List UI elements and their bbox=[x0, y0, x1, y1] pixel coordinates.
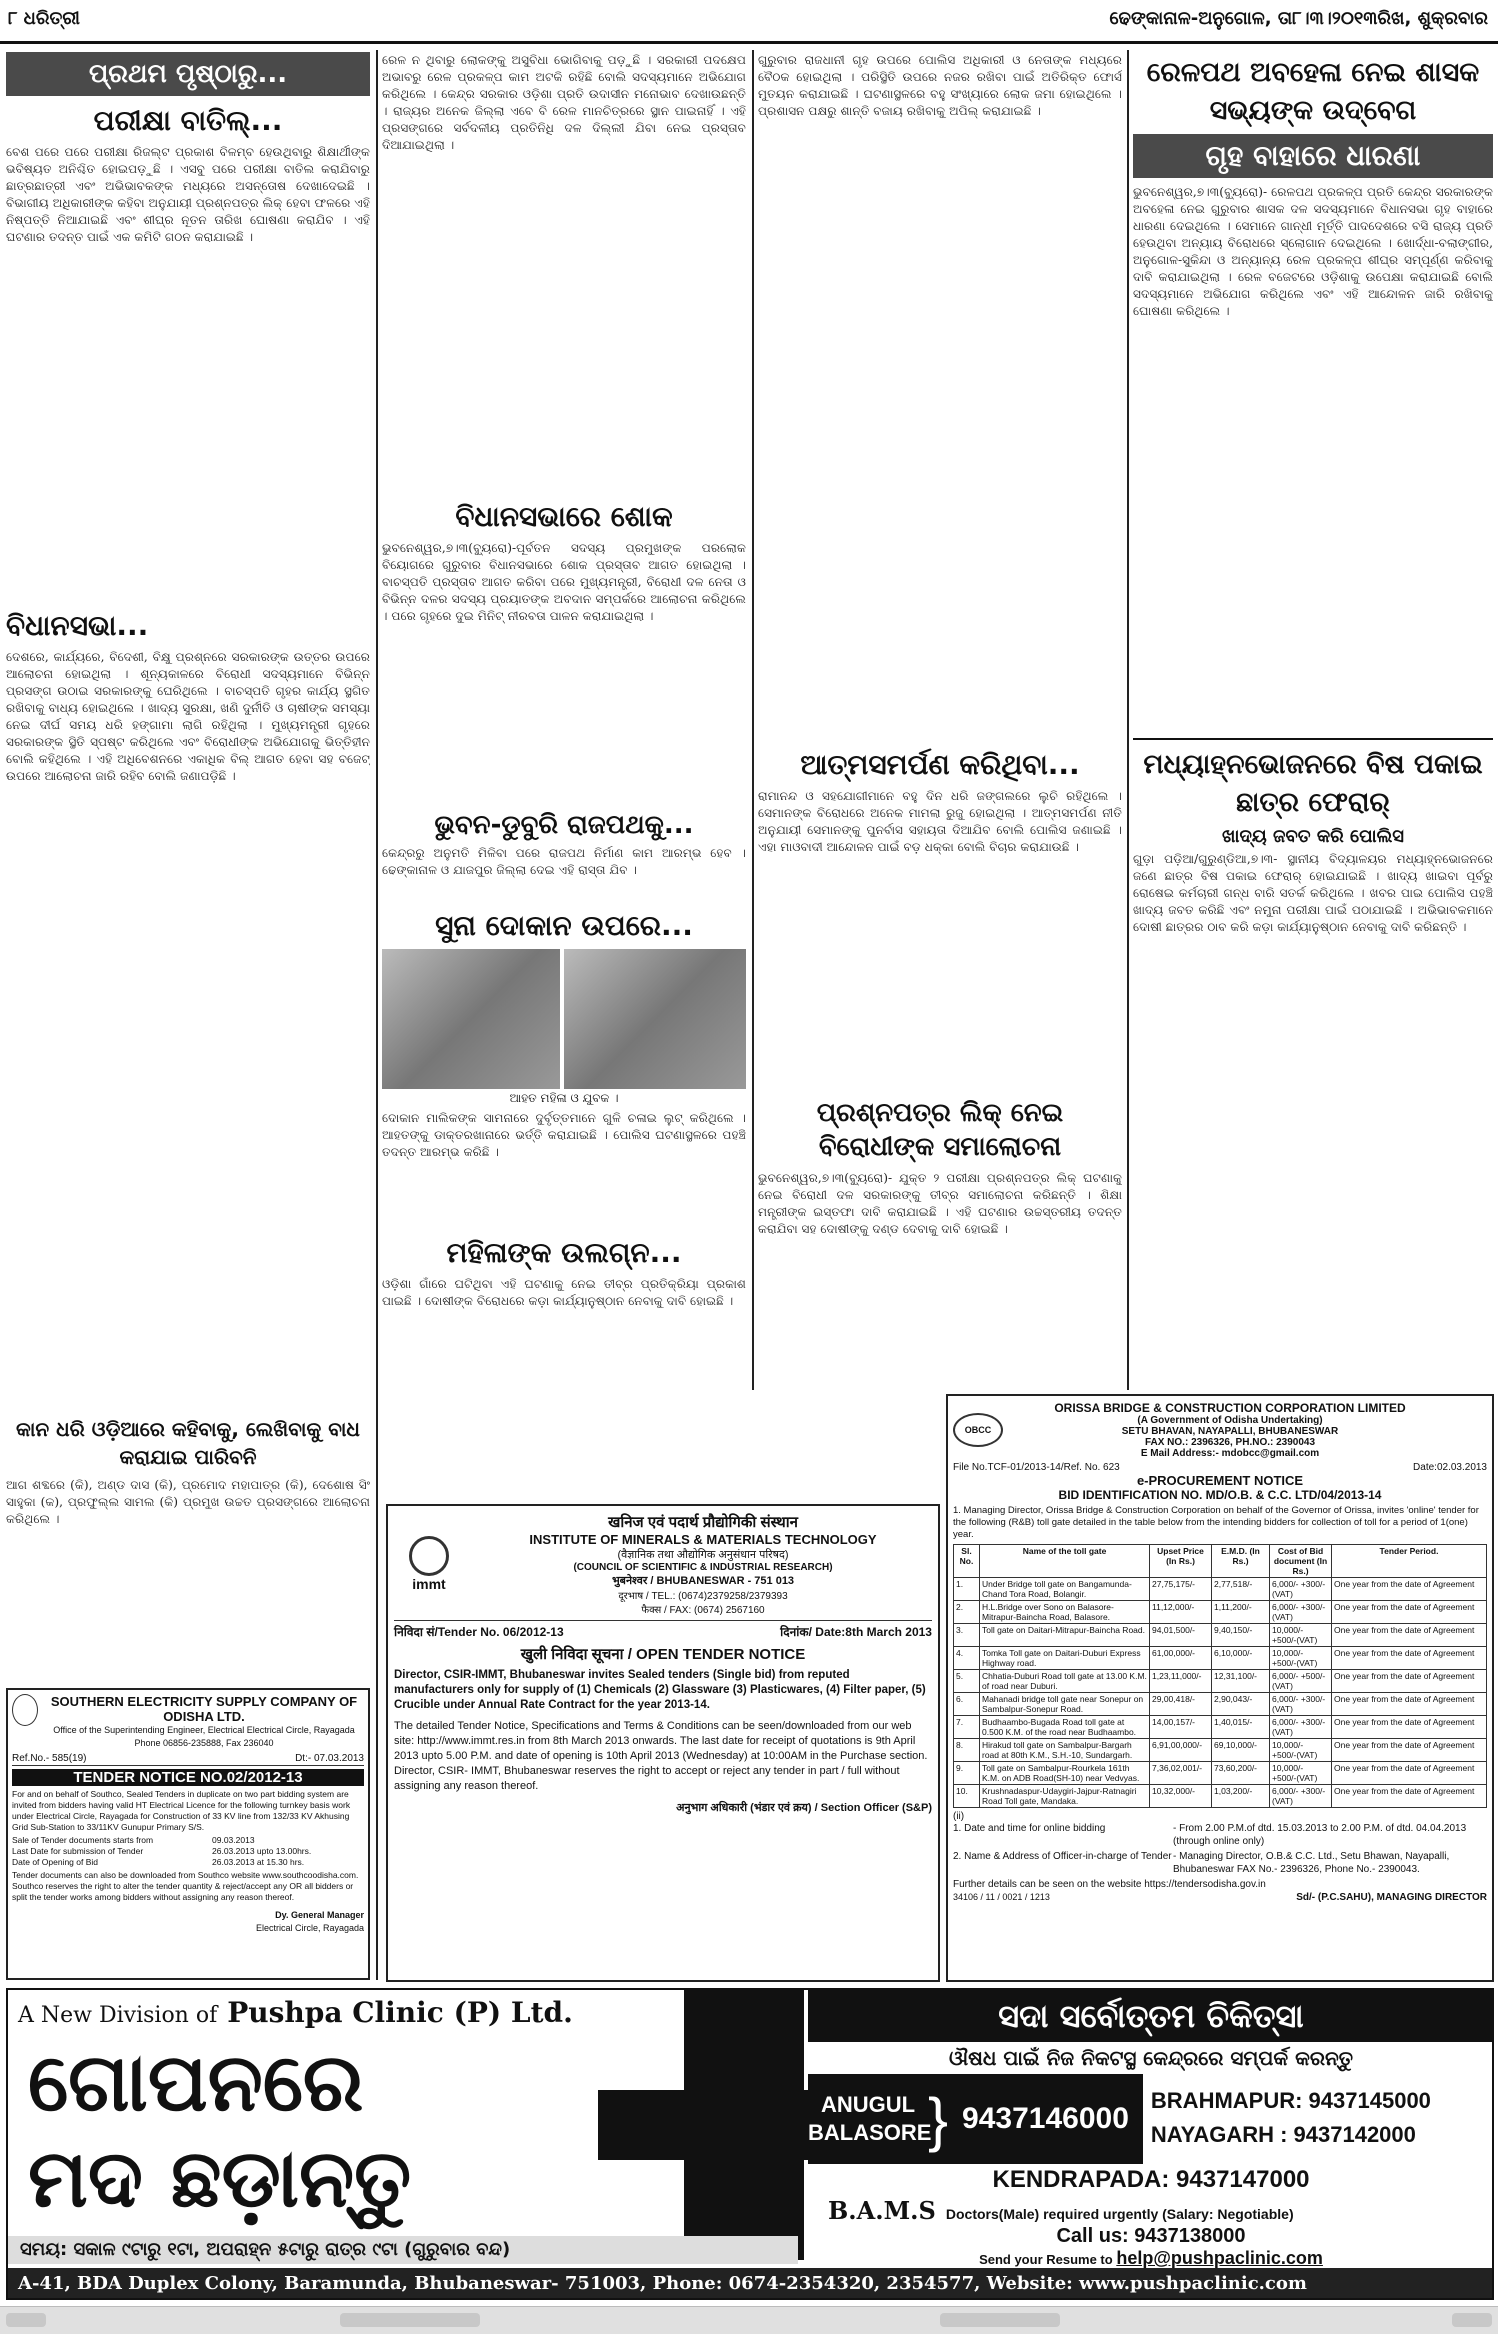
tender-notice-heading: खुली निविदा सूचना / OPEN TENDER NOTICE bbox=[520, 1646, 806, 1663]
table-cell: 6,000/- +300/-(VAT) bbox=[1270, 1716, 1332, 1739]
subheadline-banner: ଗୃହ ବାହାରେ ଧାରଣା bbox=[1133, 134, 1493, 178]
table-cell: One year from the date of Agreement bbox=[1332, 1670, 1487, 1693]
scroll-right-handle[interactable] bbox=[1452, 2313, 1492, 2327]
table-row bbox=[954, 1670, 1487, 1693]
table-cell: 73,60,200/- bbox=[1212, 1762, 1270, 1785]
southco-tender-ad bbox=[6, 1688, 370, 1980]
table-cell: 6,000/- +300/-(VAT) bbox=[1270, 1601, 1332, 1624]
column-3 bbox=[758, 52, 1122, 1420]
headline: ରେଳପଥ ଅବହେଳା ନେଇ ଶାସକ ସଭ୍ୟଙ୍କ ଉଦ୍‌ବେଗ bbox=[1146, 57, 1480, 126]
table-cell: 10. bbox=[954, 1785, 980, 1808]
ad-code: 34106 / 11 / 0021 / 1213 bbox=[953, 1892, 1050, 1902]
article-text: କେନ୍ଦ୍ରରୁ ଅନୁମତି ମିଳିବା ପରେ ରାଜପଥ ନିର୍ମାଣ କାମ ଆରମ୍ଭ ହେବ । ଢେଙ୍କାନାଳ ଓ ଯାଜପୁର ଜିଲ୍ଲା ଦେଇ ଏହି ରାସ୍ତା ଯିବ । bbox=[382, 846, 746, 877]
obcc-logo-icon: OBCC bbox=[953, 1413, 1003, 1447]
notice-intro: 1. Managing Director, Orissa Bridge & Construction Corporation on behalf of the Governor of Orissa, invites 'online' tender for the following (R&B) toll gate detailed in the table below from the intending bidders for collection of toll for a period of 1(one) year. bbox=[953, 1505, 1479, 1540]
article-text: ଭୁବନେଶ୍ୱର,୭।୩(ବ୍ୟୁରୋ)-ପୂର୍ବତନ ସଦସ୍ୟ ପ୍ରମୁଖଙ୍କ ପରଲୋକ ବିୟୋଗରେ ଗୁରୁବାର ବିଧାନସଭାରେ ଶୋକ ପ୍ରସ୍ତାବ ଆଗତ ହୋଇଥିଲା । ବାଚସ୍ପତି ପ୍ରସ୍ତାବ ଆଗତ କରିବା ପରେ ମୁଖ୍ୟମନ୍ତ୍ରୀ, ବିରୋଧୀ ଦଳ ନେତା ଓ ବିଭିନ୍ନ ଦଳର ସଦସ୍ୟ ପ୍ରୟାତଙ୍କ ଅବଦାନ ସମ୍ପର୍କରେ ଆଲୋଚନା କରିଥିଲେ । ପରେ ଗୃହରେ ଦୁଇ ମିନିଟ୍ ନୀରବତା ପାଳନ କରାଯାଇଥିଲା । bbox=[382, 541, 746, 623]
tender-notice-heading: TENDER NOTICE NO.02/2012-13 bbox=[12, 1769, 364, 1786]
further-details: Further details can be seen on the website https://tendersodisha.gov.in bbox=[953, 1879, 1266, 1890]
table-cell: 1,11,200/- bbox=[1212, 1601, 1270, 1624]
kendrapada-phone: KENDRAPADA: 9437147000 bbox=[992, 2166, 1310, 2193]
company-email: E Mail Address:- mdobcc@gmail.com bbox=[1140, 1448, 1320, 1459]
table-cell: One year from the date of Agreement bbox=[1332, 1624, 1487, 1647]
table-cell: One year from the date of Agreement bbox=[1332, 1739, 1487, 1762]
table-cell: 69,10,000/- bbox=[1212, 1739, 1270, 1762]
table-cell: 6,000/- +300/-(VAT) bbox=[1270, 1693, 1332, 1716]
table-cell: Tomka Toll gate on Daitari-Duburi Express Highway road. bbox=[980, 1647, 1150, 1670]
column-1 bbox=[6, 52, 370, 1547]
resume-email[interactable]: help@pushpaclinic.com bbox=[1116, 2248, 1323, 2268]
table-cell: 10,32,000/- bbox=[1150, 1785, 1212, 1808]
table-cell: 2,90,043/- bbox=[1212, 1693, 1270, 1716]
big-slogan-line-1: ଗୋପନରେ bbox=[28, 2036, 364, 2129]
emblem-icon bbox=[1457, 1410, 1487, 1450]
signatory: Sd/- (P.C.SAHU), MANAGING DIRECTOR bbox=[1296, 1892, 1487, 1903]
tender-number: निविदा सं/Tender No. 06/2012-13 bbox=[394, 1625, 564, 1639]
table-cell: 6,000/- +300/-(VAT) bbox=[1270, 1578, 1332, 1601]
institute-city: भुबनेश्वर / BHUBANESWAR - 751 013 bbox=[611, 1575, 795, 1587]
headline: ମଧ୍ୟାହ୍ନଭୋଜନରେ ବିଷ ପକାଇ ଛାତ୍ର ଫେରାର୍ bbox=[1143, 749, 1483, 818]
council-hi: (वैज्ञानिक तथा औद्योगिक अनुसंधान परिषद) bbox=[617, 1549, 789, 1561]
page-label: ୮ ଧରିତ୍ରୀ bbox=[8, 8, 80, 29]
table-row bbox=[954, 1739, 1487, 1762]
schedule-label: 1. Date and time for online bidding bbox=[953, 1823, 1106, 1834]
headline: ସୁନା ଦୋକାନ ଉପରେ... bbox=[435, 909, 693, 942]
file-number: File No.TCF-01/2013-14/Ref. No. 623 bbox=[953, 1462, 1120, 1473]
schedule-row: Last Date for submission of Tender 26.03.2013 upto 13.00hrs. bbox=[12, 1846, 312, 1856]
table-cell: Under Bridge toll gate on Bangamunda-Chand Tora Road, Bolangir. bbox=[980, 1578, 1150, 1601]
tender-note: Tender documents can also be downloaded from Southco website www.southcoodisha.com. Southco reserves the right to alter the tender quantity & reject/accept any OR all bidders or split the tender works among bidders without assigning any reason thereof. bbox=[12, 1870, 359, 1902]
scroll-left-handle[interactable] bbox=[6, 2313, 46, 2327]
article-text: ଗୁରୁବାର ରାଜଧାନୀ ଗୃହ ଉପରେ ପୋଲିସ ଅଧିକାରୀ ଓ ନେତାଙ୍କ ମଧ୍ୟରେ ବୈଠକ ହୋଇଥିଲା । ପରିସ୍ଥିତି ଉପରେ ନଜର ରଖିବା ପାଇଁ ଅତିରିକ୍ତ ଫୋର୍ସ ମୁତୟନ କରାଯାଇଛି । ଘଟଣାସ୍ଥଳରେ ବହୁ ସଂଖ୍ୟାରେ ଲୋକ ଜମା ହୋଇଥିଲେ । ପ୍ରଶାସନ ପକ୍ଷରୁ ଶାନ୍ତି ବଜାୟ ରଖିବାକୁ ଅପିଲ୍ କରାଯାଇଛି । bbox=[758, 53, 1122, 118]
column-rule bbox=[1127, 50, 1129, 1390]
table-row bbox=[954, 1578, 1487, 1601]
table-cell: One year from the date of Agreement bbox=[1332, 1578, 1487, 1601]
table-header: Sl. No. bbox=[954, 1545, 980, 1578]
article-text: ଦେଶରେ, କାର୍ଯ୍ୟରେ, ବିଦେଶୀ, ବିକ୍ଷୁ ପ୍ରଶ୍ନରେ ସରକାରଙ୍କ ଉତ୍ତର ଉପରେ ଆଲୋଚନା ହୋଇଥିଲା । ଶୂନ୍ୟକାଳରେ ବିରୋଧୀ ସଦସ୍ୟମାନେ ବିଭିନ୍ନ ପ୍ରସଙ୍ଗ ଉଠାଇ ସରକାରଙ୍କୁ ଘେରିଥିଲେ । ବାଚସ୍ପତି ଗୃହର କାର୍ଯ୍ୟ ସ୍ଥଗିତ ରଖିବାକୁ ବାଧ୍ୟ ହୋଇଥିଲେ । ଖାଦ୍ୟ ସୁରକ୍ଷା, ଖଣି ଦୁର୍ନୀତି ଓ ଚାଷୀଙ୍କ ସମସ୍ୟା ନେଇ ଦୀର୍ଘ ସମୟ ଧରି ହଙ୍ଗାମା ଲାଗି ରହିଥିଲା । ମୁଖ୍ୟମନ୍ତ୍ରୀ ଗୃହରେ ସରକାରଙ୍କ ସ୍ଥିତି ସ୍ପଷ୍ଟ କରିଥିଲେ ଏବଂ ବିରୋଧୀଙ୍କ ଅଭିଯୋଗକୁ ଭିତ୍ତିହୀନ ବୋଲି କହିଥିଲେ । ଏହି ଅଧିବେଶନରେ ଏକାଧିକ ବିଲ୍ ଆଗତ ହେବା ସହ ବଜେଟ୍ ଉପରେ ଆଲୋଚନା ଜାରି ରହିବ ବୋଲି ଜଣାପଡ଼ିଛି । bbox=[6, 650, 370, 783]
resume-label: Send your Resume to bbox=[979, 2252, 1113, 2267]
table-row bbox=[954, 1785, 1487, 1808]
table-cell: Toll gate on Sambalpur-Rourkela 161th K.M. on ADB Road(SH-10) near Vedvyas. bbox=[980, 1762, 1150, 1785]
schedule-row: Date of Opening of Bid 26.03.2013 at 15.30 hrs. bbox=[12, 1857, 305, 1867]
bams-label: B.A.M.S bbox=[828, 2196, 936, 2225]
clinic-timing: ସମୟ: ସକାଳ ୯ଟାରୁ ୧ଟା, ଅପରାହ୍ନ ୫ଟାରୁ ରାତ୍ର ୯ଟା (ଗୁରୁବାର ବନ୍ଦ) bbox=[8, 2236, 798, 2264]
table-cell: One year from the date of Agreement bbox=[1332, 1762, 1487, 1785]
table-row bbox=[954, 1762, 1487, 1785]
schedule-value: - Managing Director, O.B.& C.C. Ltd., Setu Bhawan, Nayapalli, Bhubaneswar FAX No.- 2396326, Phone No.- 2390043. bbox=[1173, 1851, 1450, 1875]
table-cell: Chhatia-Duburi Road toll gate at 13.00 K.M. of road near Duburi. bbox=[980, 1670, 1150, 1693]
city-balasore: BALASORE bbox=[808, 2120, 932, 2145]
table-cell: 4. bbox=[954, 1647, 980, 1670]
table-cell: 6,000/- +300/-(VAT) bbox=[1270, 1785, 1332, 1808]
table-cell: One year from the date of Agreement bbox=[1332, 1693, 1487, 1716]
company-fax: FAX NO.: 2396326, PH.NO.: 2390043 bbox=[1144, 1437, 1316, 1448]
section-ii: (ii) bbox=[953, 1811, 965, 1822]
institute-fax: फैक्स / FAX: (0674) 2567160 bbox=[641, 1605, 765, 1616]
institute-name-hi: खनिज एवं पदार्थ प्रौद्योगिकी संस्थान bbox=[608, 1514, 798, 1531]
table-cell: Krushnadaspur-Udaygiri-Jajpur-Ratnagiri Road Toll gate, Mandaka. bbox=[980, 1785, 1150, 1808]
slogan-banner: ସଦା ସର୍ବୋତ୍ତମ ଚିକିତ୍ସା bbox=[808, 1990, 1494, 2042]
company-name: ORISSA BRIDGE & CONSTRUCTION CORPORATION LIMITED bbox=[1054, 1401, 1406, 1415]
table-row bbox=[954, 1624, 1487, 1647]
table-cell: 27,75,175/- bbox=[1150, 1578, 1212, 1601]
table-cell: One year from the date of Agreement bbox=[1332, 1716, 1487, 1739]
table-row bbox=[954, 1601, 1487, 1624]
table-cell: 10,000/- +500/-(VAT) bbox=[1270, 1739, 1332, 1762]
ref-date: Dt:- 07.03.2013 bbox=[295, 1753, 364, 1764]
company-address: SETU BHAVAN, NAYAPALLI, BHUBANESWAR bbox=[1121, 1426, 1339, 1437]
table-cell: 10,000/- +500/-(VAT) bbox=[1270, 1624, 1332, 1647]
ad-office: Office of the Superintending Engineer, Electrical Electrical Circle, Rayagada Phone 06856-235888, Fax 236040 bbox=[53, 1725, 355, 1748]
table-cell: 7. bbox=[954, 1716, 980, 1739]
notice-date: Date:02.03.2013 bbox=[1413, 1462, 1487, 1473]
schedule-value: - From 2.00 P.M.of dtd. 15.03.2013 to 2.00 P.M. of dtd. 04.04.2013 (through online only) bbox=[1173, 1823, 1467, 1847]
table-cell: 12,31,100/- bbox=[1212, 1670, 1270, 1693]
headline: ମହିଳାଙ୍କ ଉଲଗ୍ନ... bbox=[446, 1236, 682, 1269]
article-text: ଭୁବନେଶ୍ୱର,୭।୩(ବ୍ୟୁରୋ)- ରେଳପଥ ପ୍ରକଳ୍ପ ପ୍ରତି କେନ୍ଦ୍ର ସରକାରଙ୍କ ଅବହେଳା ନେଇ ଗୁରୁବାର ଶାସକ ଦଳ ସଦସ୍ୟମାନେ ବିଧାନସଭା ଗୃହ ବାହାରେ ଧାରଣା ଦେଇଥିଲେ । ସେମାନେ ଗାନ୍ଧୀ ମୂର୍ତ୍ତି ପାଦଦେଶରେ ବସି ରାଜ୍ୟ ପ୍ରତି ହେଉଥିବା ଅନ୍ୟାୟ ବିରୋଧରେ ସ୍ଲୋଗାନ ଦେଇଥିଲେ । ଖୋର୍ଦ୍ଧା-ବଲାଙ୍ଗୀର, ଅନୁଗୋଳ-ସୁକିନ୍ଦା ଓ ଅନ୍ୟାନ୍ୟ ରେଳ ପ୍ରକଳ୍ପ ଶୀଘ୍ର ସମ୍ପୂର୍ଣ୍ଣ କରିବାକୁ ଦାବି କରାଯାଇଥିଲା । ରେଳ ବଜେଟରେ ଓଡ଼ିଶାକୁ ଉପେକ୍ଷା କରାଯାଇଛି ବୋଲି ସଦସ୍ୟମାନେ ଅଭିଯୋଗ କରିଥିଲେ ଏବଂ ଏହି ଆନ୍ଦୋଳନ ଜାରି ରଖିବାକୁ ଘୋଷଣା କରିଥିଲେ । bbox=[1133, 185, 1493, 318]
column-rule bbox=[752, 50, 754, 1390]
table-cell: One year from the date of Agreement bbox=[1332, 1647, 1487, 1670]
table-cell: 14,00,157/- bbox=[1150, 1716, 1212, 1739]
headline: ବିଧାନସଭା... bbox=[6, 609, 149, 642]
nayagarh-phone: NAYAGARH : 9437142000 bbox=[1150, 2122, 1416, 2147]
call-us: Call us: 9437138000 bbox=[1056, 2225, 1246, 2247]
tagline: ଔଷଧ ପାଇଁ ନିଜ ନିକଟସ୍ଥ କେନ୍ଦ୍ରରେ ସମ୍ପର୍କ କରନ୍ତୁ bbox=[948, 2046, 1354, 2070]
table-cell: 6,000/- +500/-(VAT) bbox=[1270, 1670, 1332, 1693]
tender-details: The detailed Tender Notice, Specifications and Terms & Conditions can be seen/downloaded from our web site: http://www.immt.res.in from 8th March 2013 onwards. The last date for receipt of quotations is 9th April 2013 upto 5.00 P.M. and date of opening is 10th April 2013 (Wednesday) at 10:00AM in the Purchase section. Director, CSIR- IMMT, Bhubaneswar reserves the right to accept or reject any tender in part / full without assigning any reason thereof. bbox=[394, 1720, 928, 1792]
table-header: Upset Price (In Rs.) bbox=[1150, 1545, 1212, 1578]
table-cell: 9,40,150/- bbox=[1212, 1624, 1270, 1647]
article-text: ରାମାନନ୍ଦ ଓ ସହଯୋଗୀମାନେ ବହୁ ଦିନ ଧରି ଜଙ୍ଗଲରେ ଲୁଚି ରହିଥିଲେ । ସେମାନଙ୍କ ବିରୋଧରେ ଅନେକ ମାମଲା ରୁଜୁ ହୋଇଥିଲା । ଆତ୍ମସମର୍ପଣ ନୀତି ଅନୁଯାୟୀ ସେମାନଙ୍କୁ ପୁନର୍ବାସ ସହାୟତା ଦିଆଯିବ ବୋଲି ପୋଲିସ ଜଣାଇଛି । ଏହା ମାଓବାଦୀ ଆନ୍ଦୋଳନ ପାଇଁ ବଡ଼ ଧକ୍କା ବୋଲି ବିଚାର କରାଯାଉଛି । bbox=[758, 789, 1122, 854]
headline: ଭୁବନ-ଡୁବୁରି ରାଜପଥକୁ... bbox=[434, 810, 694, 840]
table-cell: 29,00,418/- bbox=[1150, 1693, 1212, 1716]
notice-heading: e-PROCUREMENT NOTICE bbox=[1136, 1473, 1304, 1488]
table-cell: 11,12,000/- bbox=[1150, 1601, 1212, 1624]
table-cell: 5. bbox=[954, 1670, 980, 1693]
bid-identification: BID IDENTIFICATION NO. MD/O.B. & C.C. LTD/04/2013-14 bbox=[1058, 1488, 1382, 1502]
southco-logo-icon bbox=[12, 1694, 38, 1726]
table-cell: 6. bbox=[954, 1693, 980, 1716]
toll-gate-table bbox=[953, 1544, 1487, 1808]
institute-name-en: INSTITUTE OF MINERALS & MATERIALS TECHNOLOGY bbox=[529, 1532, 877, 1547]
ad-title: SOUTHERN ELECTRICITY SUPPLY COMPANY OF ODISHA LTD. bbox=[50, 1694, 358, 1724]
signatory-office: Electrical Circle, Rayagada bbox=[255, 1923, 364, 1933]
table-cell: 7,36,02,001/- bbox=[1150, 1762, 1212, 1785]
table-row bbox=[954, 1716, 1487, 1739]
table-cell: 6,91,00,000/- bbox=[1150, 1739, 1212, 1762]
photo-row bbox=[382, 949, 746, 1089]
signatory: Dy. General Manager bbox=[275, 1910, 364, 1920]
table-cell: Toll gate on Daitari-Mitrapur-Baincha Road. bbox=[980, 1624, 1150, 1647]
scroll-thumb[interactable] bbox=[340, 2313, 480, 2327]
immt-logo-icon: immt bbox=[394, 1529, 464, 1599]
table-cell: 1,03,200/- bbox=[1212, 1785, 1270, 1808]
table-cell: H.L.Bridge over Sono on Balasore-Mitrapur-Baincha Road, Balasore. bbox=[980, 1601, 1150, 1624]
headline: ବିଧାନସଭାରେ ଶୋକ bbox=[455, 500, 673, 533]
table-cell: Mahanadi bridge toll gate near Sonepur on Sambalpur-Sonepur Road. bbox=[980, 1693, 1150, 1716]
viewer-scrollbar[interactable] bbox=[0, 2306, 1498, 2334]
table-header: Name of the toll gate bbox=[980, 1545, 1150, 1578]
council-en: (COUNCIL OF SCIENTIFIC & INDUSTRIAL RESEARCH) bbox=[573, 1562, 833, 1573]
subheadline: ଖାଦ୍ୟ ଜବତ କରି ପୋଲିସ bbox=[1221, 826, 1405, 847]
clinic-address: A-41, BDA Duplex Colony, Baramunda, Bhubaneswar- 751003, Phone: 0674-2354320, 2354577, Website: www.pushpaclinic.com bbox=[8, 2268, 1494, 2300]
table-cell: Budhaambo-Bugada Road toll gate at 0.500 K.M. of the road near Budhaambo. bbox=[980, 1716, 1150, 1739]
table-cell: 2,77,518/- bbox=[1212, 1578, 1270, 1601]
company-sub: (A Government of Odisha Undertaking) bbox=[1137, 1415, 1323, 1426]
big-slogan-line-2: ମଦ ଛଡ଼ାନ୍ତୁ bbox=[28, 2132, 412, 2225]
table-header: Cost of Bid document (In Rs.) bbox=[1270, 1545, 1332, 1578]
clinic-name: Pushpa Clinic (P) Ltd. bbox=[227, 1996, 573, 2029]
page-header bbox=[0, 0, 1498, 44]
table-header-row bbox=[954, 1545, 1487, 1578]
injured-woman-photo bbox=[382, 949, 560, 1089]
table-cell: 3. bbox=[954, 1624, 980, 1647]
headline: ପ୍ରଶ୍ନପତ୍ର ଲିକ୍ ନେଇ ବିରୋଧୀଙ୍କ ସମାଲୋଚନା bbox=[816, 1098, 1064, 1162]
column-rule bbox=[376, 50, 378, 1980]
signatory: अनुभाग अधिकारी (भंडार एवं क्रय) / Section Officer (S&P) bbox=[676, 1802, 932, 1814]
table-cell: 8. bbox=[954, 1739, 980, 1762]
table-cell: 94,01,500/- bbox=[1150, 1624, 1212, 1647]
tender-body: Director, CSIR-IMMT, Bhubaneswar invites Sealed tenders (Single bid) from reputed manufacturers only for supply of (1) Chemicals (2) Glassware (3) Plasticwares, (4) Filter paper, (5) Crucible under Annual Rate Contract for the year 2013-14. bbox=[394, 1669, 926, 1711]
article-text: ରେଳ ନ ଥିବାରୁ ଲୋକଙ୍କୁ ଅସୁବିଧା ଭୋଗିବାକୁ ପଡ଼ୁଛି । ସରକାରୀ ପଦକ୍ଷେପ ଅଭାବରୁ ରେଳ ପ୍ରକଳ୍ପ କାମ ଅଟକି ରହିଛି ବୋଲି ସଦସ୍ୟମାନେ ଅଭିଯୋଗ କରିଥିଲେ । କେନ୍ଦ୍ର ସରକାର ଓଡ଼ିଶା ପ୍ରତି ଉଦାସୀନ ମନୋଭାବ ଦେଖାଉଛନ୍ତି । ରାଜ୍ୟର ଅନେକ ଜିଲ୍ଲା ଏବେ ବି ରେଳ ମାନଚିତ୍ରରେ ସ୍ଥାନ ପାଇନାହିଁ । ଏହି ପ୍ରସଙ୍ଗରେ ସର୍ବଦଳୀୟ ପ୍ରତିନିଧି ଦଳ ଦିଲ୍ଲୀ ଯିବା ନେଇ ପ୍ରସ୍ତାବ ଦିଆଯାଇଥିଲା । bbox=[382, 53, 746, 152]
article-text: ବେଶ ପରେ ପରେ ପରୀକ୍ଷା ରିଜଲ୍ଟ ପ୍ରକାଶ ବିଳମ୍ବ ହେଉଥିବାରୁ ଶିକ୍ଷାର୍ଥୀଙ୍କ ଭବିଷ୍ୟତ ଅନିଶ୍ଚିତ ହୋଇପଡ଼ୁଛି । ଏସବୁ ପରେ ପରୀକ୍ଷା ବାତିଲ କରାଯିବାରୁ ଛାତ୍ରଛାତ୍ରୀ ଏବଂ ଅଭିଭାବକଙ୍କ ମଧ୍ୟରେ ଅସନ୍ତୋଷ ଦେଖାଦେଇଛି । ବିଭାଗୀୟ ଅଧିକାରୀଙ୍କ କହିବା ଅନୁଯାୟୀ ପ୍ରଶ୍ନପତ୍ର ଲିକ୍ ହେବା ଫଳରେ ଏହି ନିଷ୍ପତ୍ତି ନିଆଯାଇଛି ଏବଂ ଶୀଘ୍ର ନୂତନ ତାରିଖ ଘୋଷଣା କରାଯିବ । ଏହି ଘଟଣାର ତଦନ୍ତ ପାଇଁ ଏକ କମିଟି ଗଠନ କରାଯାଇଛି । bbox=[6, 145, 370, 244]
pushpa-clinic-ad: A New Division of Pushpa Clinic (P) Ltd. ଗୋପନରେ ମଦ ଛଡ଼ାନ୍ତୁ ସଦା ସର୍ବୋତ୍ତମ ଚିକିତ୍ସା ଔଷଧ ପାଇଁ ନିଜ ନିକଟସ୍ଥ କେନ୍ଦ୍ରରେ ସମ୍ପର୍କ କରନ୍ତୁ ANUGUL BALASORE } 9437146000 BRAHMAPUR: 9437145000 NAYAGARH : 9437142000 KENDRAPADA: 9437147000 B.A.M.S Doctors(Male) required urgently (Salary: Negotiable) Call us: 9437138000 Send your Resume to help@pushpaclinic.com ସମୟ: ସକାଳ ୯ଟାରୁ ୧ଟା, ଅପରାହ୍ନ ୫ଟାରୁ ରାତ୍ର ୯ଟା (ଗୁରୁବାର ବନ୍ଦ) A-41, BDA Duplex Colony, Baramunda, Bhubaneswar- 751003, Phone: 0674-2354320, 2354577, Website: www.pushpaclinic.com bbox=[6, 1988, 1494, 2300]
article-text: ଗୁଡ଼ା ପଡ଼ିଆ/ଗୁରୁଣ୍ଡିଆ,୭।୩- ସ୍ଥାନୀୟ ବିଦ୍ୟାଳୟର ମଧ୍ୟାହ୍ନଭୋଜନରେ ଜଣେ ଛାତ୍ର ବିଷ ପକାଇ ଫେରାର୍ ହୋଇଯାଇଛି । ଖାଦ୍ୟ ଖାଇବା ପୂର୍ବରୁ ରୋଷେଇ କର୍ମଚାରୀ ଗନ୍ଧ ବାରି ସତର୍କ କରିଥିଲେ । ଖବର ପାଇ ପୋଲିସ ପହଞ୍ଚି ଖାଦ୍ୟ ଜବତ କରିଛି ଏବଂ ନମୁନା ପରୀକ୍ଷା ପାଇଁ ପଠାଯାଇଛି । ଅଭିଭାବକମାନେ ଦୋଷୀ ଛାତ୍ରର ଠାବ କରି କଡ଼ା କାର୍ଯ୍ୟାନୁଷ୍ଠାନ ନେବାକୁ ଦାବି କରିଛନ୍ତି । bbox=[1133, 852, 1493, 934]
table-row bbox=[954, 1647, 1487, 1670]
main-phone: 9437146000 bbox=[962, 2102, 1129, 2135]
column-2 bbox=[382, 52, 746, 1376]
headline: ଆତ୍ମସମର୍ପଣ କରିଥିବା... bbox=[800, 748, 1080, 781]
photo-caption: ଆହତ ମହିଳା ଓ ଯୁବକ । bbox=[509, 1091, 619, 1105]
article-text: ଭୁବନେଶ୍ୱର,୭।୩(ବ୍ୟୁରୋ)- ଯୁକ୍ତ ୨ ପରୀକ୍ଷା ପ୍ରଶ୍ନପତ୍ର ଲିକ୍ ଘଟଣାକୁ ନେଇ ବିରୋଧୀ ଦଳ ସରକାରଙ୍କୁ ତୀବ୍ର ସମାଲୋଚନା କରିଛନ୍ତି । ଶିକ୍ଷା ମନ୍ତ୍ରୀଙ୍କ ଇସ୍ତଫା ଦାବି କରାଯାଇଛି । ଏହି ଘଟଣାର ଉଚ୍ଚସ୍ତରୀୟ ତଦନ୍ତ କରାଯିବା ସହ ଦୋଷୀଙ୍କୁ ଦଣ୍ଡ ଦେବାକୁ ଦାବି ହୋଇଛି । bbox=[758, 1171, 1122, 1236]
headline: ପରୀକ୍ଷା ବାତିଲ୍... bbox=[93, 104, 283, 137]
table-cell: 9. bbox=[954, 1762, 980, 1785]
institute-tel: दूरभाष / TEL.: (0674)2379258/2379393 bbox=[618, 1591, 788, 1602]
table-cell: 1,23,11,000/- bbox=[1150, 1670, 1212, 1693]
table-header: Tender Period. bbox=[1332, 1545, 1487, 1578]
headline: କାନ ଧରି ଓଡ଼ିଆରେ କହିବାକୁ, ଲେଖିବାକୁ ବାଧ କରାଯାଇ ପାରିବନି bbox=[16, 1417, 360, 1469]
table-cell: 1,40,015/- bbox=[1212, 1716, 1270, 1739]
article-text: ଆଗ ଶବ୍ଦରେ (କି), ଅଣ୍ଡ ଦାସ (କି), ପ୍ରମୋଦ ମହାପାତ୍ର (କି), ଦେଶୋଷ ସିଂ ସାହୁକା (କ), ପ୍ରଫୁଲ୍ଲ ସାମଲ (କି) ପ୍ରମୁଖ ଉଚ୍ଚତ ପ୍ରସଙ୍ଗରେ ଆଲୋଚନା କରିଥିଲେ । bbox=[6, 1478, 370, 1526]
table-cell: 10,000/- +500/-(VAT) bbox=[1270, 1762, 1332, 1785]
schedule-label: 2. Name & Address of Officer-in-charge of Tender bbox=[953, 1851, 1172, 1862]
division-label: A New Division of bbox=[18, 2003, 218, 2028]
schedule-row: Sale of Tender documents starts from 09.03.2013 bbox=[12, 1835, 255, 1845]
column-4 bbox=[1133, 52, 1493, 1361]
table-cell: One year from the date of Agreement bbox=[1332, 1601, 1487, 1624]
city-anugul: ANUGUL bbox=[820, 2092, 916, 2117]
table-cell: 1. bbox=[954, 1578, 980, 1601]
scroll-thumb[interactable] bbox=[940, 2313, 1060, 2327]
obcc-eprocurement-ad bbox=[946, 1394, 1494, 1982]
section-banner: ପ୍ରଥମ ପୃଷ୍ଠାରୁ... bbox=[6, 52, 370, 96]
immt-tender-ad bbox=[386, 1504, 940, 1982]
article-text: ଦୋକାନ ମାଲିକଙ୍କ ସାମନାରେ ଦୁର୍ବୃତ୍ତମାନେ ଗୁଳି ଚଳାଇ ଲୁଟ୍ କରିଥିଲେ । ଆହତଙ୍କୁ ଡାକ୍ତରଖାନାରେ ଭର୍ତ୍ତି କରାଯାଇଛି । ପୋଲିସ ଘଟଣାସ୍ଥଳରେ ପହଞ୍ଚି ତଦନ୍ତ ଆରମ୍ଭ କରିଛି । bbox=[382, 1111, 746, 1159]
bams-note: Doctors(Male) required urgently (Salary: Negotiable) bbox=[945, 2206, 1294, 2222]
table-cell: One year from the date of Agreement bbox=[1332, 1785, 1487, 1808]
tender-schedule bbox=[12, 1835, 364, 1868]
table-cell: 10,000/- +500/-(VAT) bbox=[1270, 1647, 1332, 1670]
dateline: ଢେଙ୍କାନାଳ-ଅନୁଗୋଳ, ତା୮।୩।୨୦୧୩ରିଖ, ଶୁକ୍ରବାର bbox=[1109, 8, 1488, 29]
table-cell: 6,10,000/- bbox=[1212, 1647, 1270, 1670]
table-row bbox=[954, 1693, 1487, 1716]
tender-date: दिनांक/ Date:8th March 2013 bbox=[780, 1625, 932, 1639]
tender-body: For and on behalf of Southco, Sealed Tenders in duplicate on two part bidding system are invited from bidders having valid HT Electrical Licence for the following turnkey basis work under Electrical Circle, Rayagada for Construction of 33 KV line from 132/33 KV Akhusing Grid Sub-Station to 33/11KV Gunupur Primary S/S. bbox=[12, 1789, 351, 1832]
table-cell: 2. bbox=[954, 1601, 980, 1624]
ref-number: Ref.No.- 585(19) bbox=[12, 1753, 87, 1764]
article-text: ଓଡ଼ିଶା ଗାଁରେ ଘଟିଥିବା ଏହି ଘଟଣାକୁ ନେଇ ତୀବ୍ର ପ୍ରତିକ୍ରିୟା ପ୍ରକାଶ ପାଇଛି । ଦୋଷୀଙ୍କ ବିରୋଧରେ କଡ଼ା କାର୍ଯ୍ୟାନୁଷ୍ଠାନ ନେବାକୁ ଦାବି ହୋଇଛି । bbox=[382, 1277, 746, 1308]
table-header: E.M.D. (In Rs.) bbox=[1212, 1545, 1270, 1578]
table-cell: 61,00,000/- bbox=[1150, 1647, 1212, 1670]
injured-youth-photo bbox=[564, 949, 746, 1089]
table-cell: Hirakud toll gate on Sambalpur-Bargarh road at 80th K.M., S.H.-10, Sundargarh. bbox=[980, 1739, 1150, 1762]
brahmapur-phone: BRAHMAPUR: 9437145000 bbox=[1150, 2088, 1431, 2113]
